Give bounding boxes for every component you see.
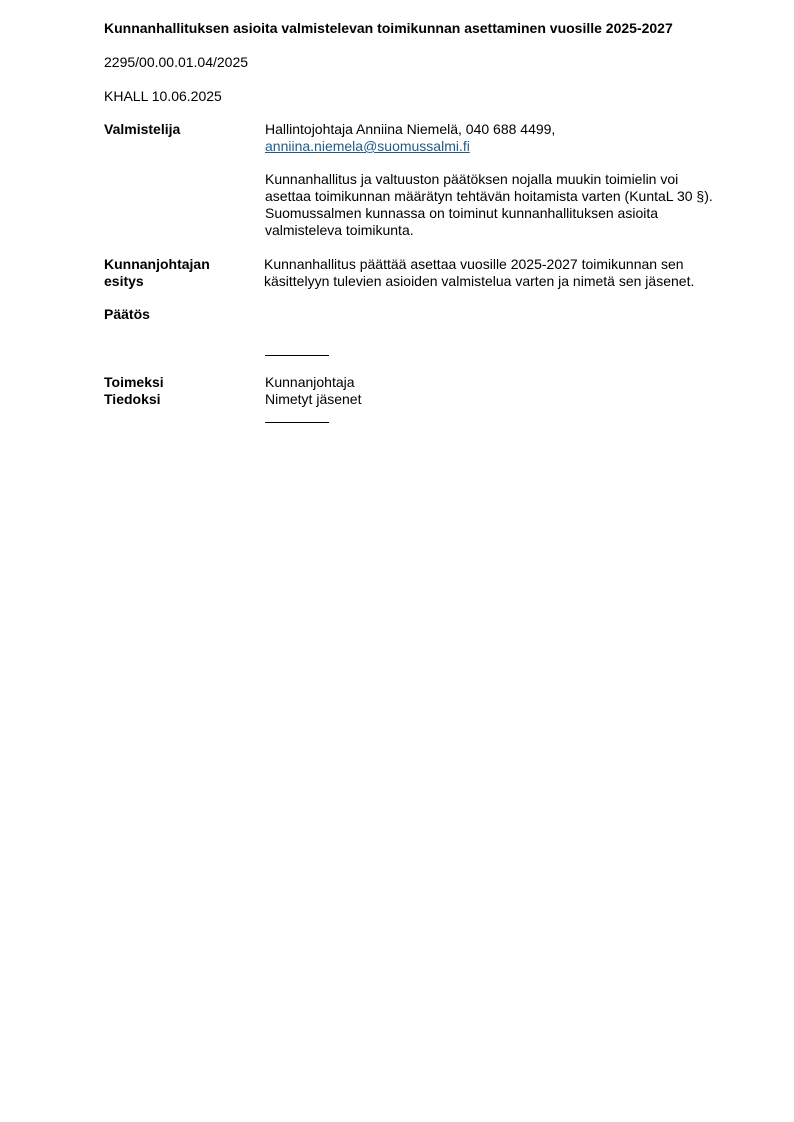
- body-line: asettaa toimikunnan määrätyn tehtävän hoitamista varten (KuntaL 30 §).: [265, 188, 713, 204]
- esitys-label-line: Kunnanjohtajan: [104, 256, 210, 272]
- body-line: Kunnanhallitus ja valtuuston päätöksen nojalla muukin toimielin voi: [265, 171, 679, 187]
- body-line: Suomussalmen kunnassa on toiminut kunnanhallituksen asioita: [265, 205, 659, 221]
- separator-line: [265, 355, 329, 356]
- document-title: Kunnanhallituksen asioita valmistelevan toimikunnan asettaminen vuosille 2025-2027: [104, 20, 673, 36]
- valmistelija-email-link[interactable]: anniina.niemela@suomussalmi.fi: [265, 138, 470, 154]
- valmistelija-contact: Hallintojohtaja Anniina Niemelä, 040 688 4499,: [265, 121, 556, 137]
- valmistelija-label: Valmistelija: [104, 121, 181, 137]
- diary-number: 2295/00.00.01.04/2025: [104, 54, 249, 70]
- body-line: käsittelyyn tulevien asioiden valmistelua varten ja nimetä sen jäsenet.: [264, 273, 695, 289]
- paatos-label: Päätös: [104, 306, 150, 322]
- tiedoksi-label: Tiedoksi: [104, 391, 161, 407]
- esitys-label-line: esitys: [104, 273, 144, 289]
- esitys-label: [104, 256, 210, 290]
- esitys-body: [264, 256, 694, 290]
- toimeksi-value: Kunnanjohtaja: [265, 374, 355, 390]
- separator-line: [265, 422, 329, 423]
- body-line: Kunnanhallitus päättää asettaa vuosille 2025-2027 toimikunnan sen: [264, 256, 684, 272]
- toimeksi-label: Toimeksi: [104, 374, 164, 390]
- tiedoksi-value: Nimetyt jäsenet: [265, 391, 362, 407]
- body-line: valmisteleva toimikunta.: [265, 222, 414, 238]
- meeting-reference: KHALL 10.06.2025: [104, 88, 222, 104]
- valmistelija-contact-block: [265, 121, 555, 155]
- valmistelija-body: [265, 171, 713, 239]
